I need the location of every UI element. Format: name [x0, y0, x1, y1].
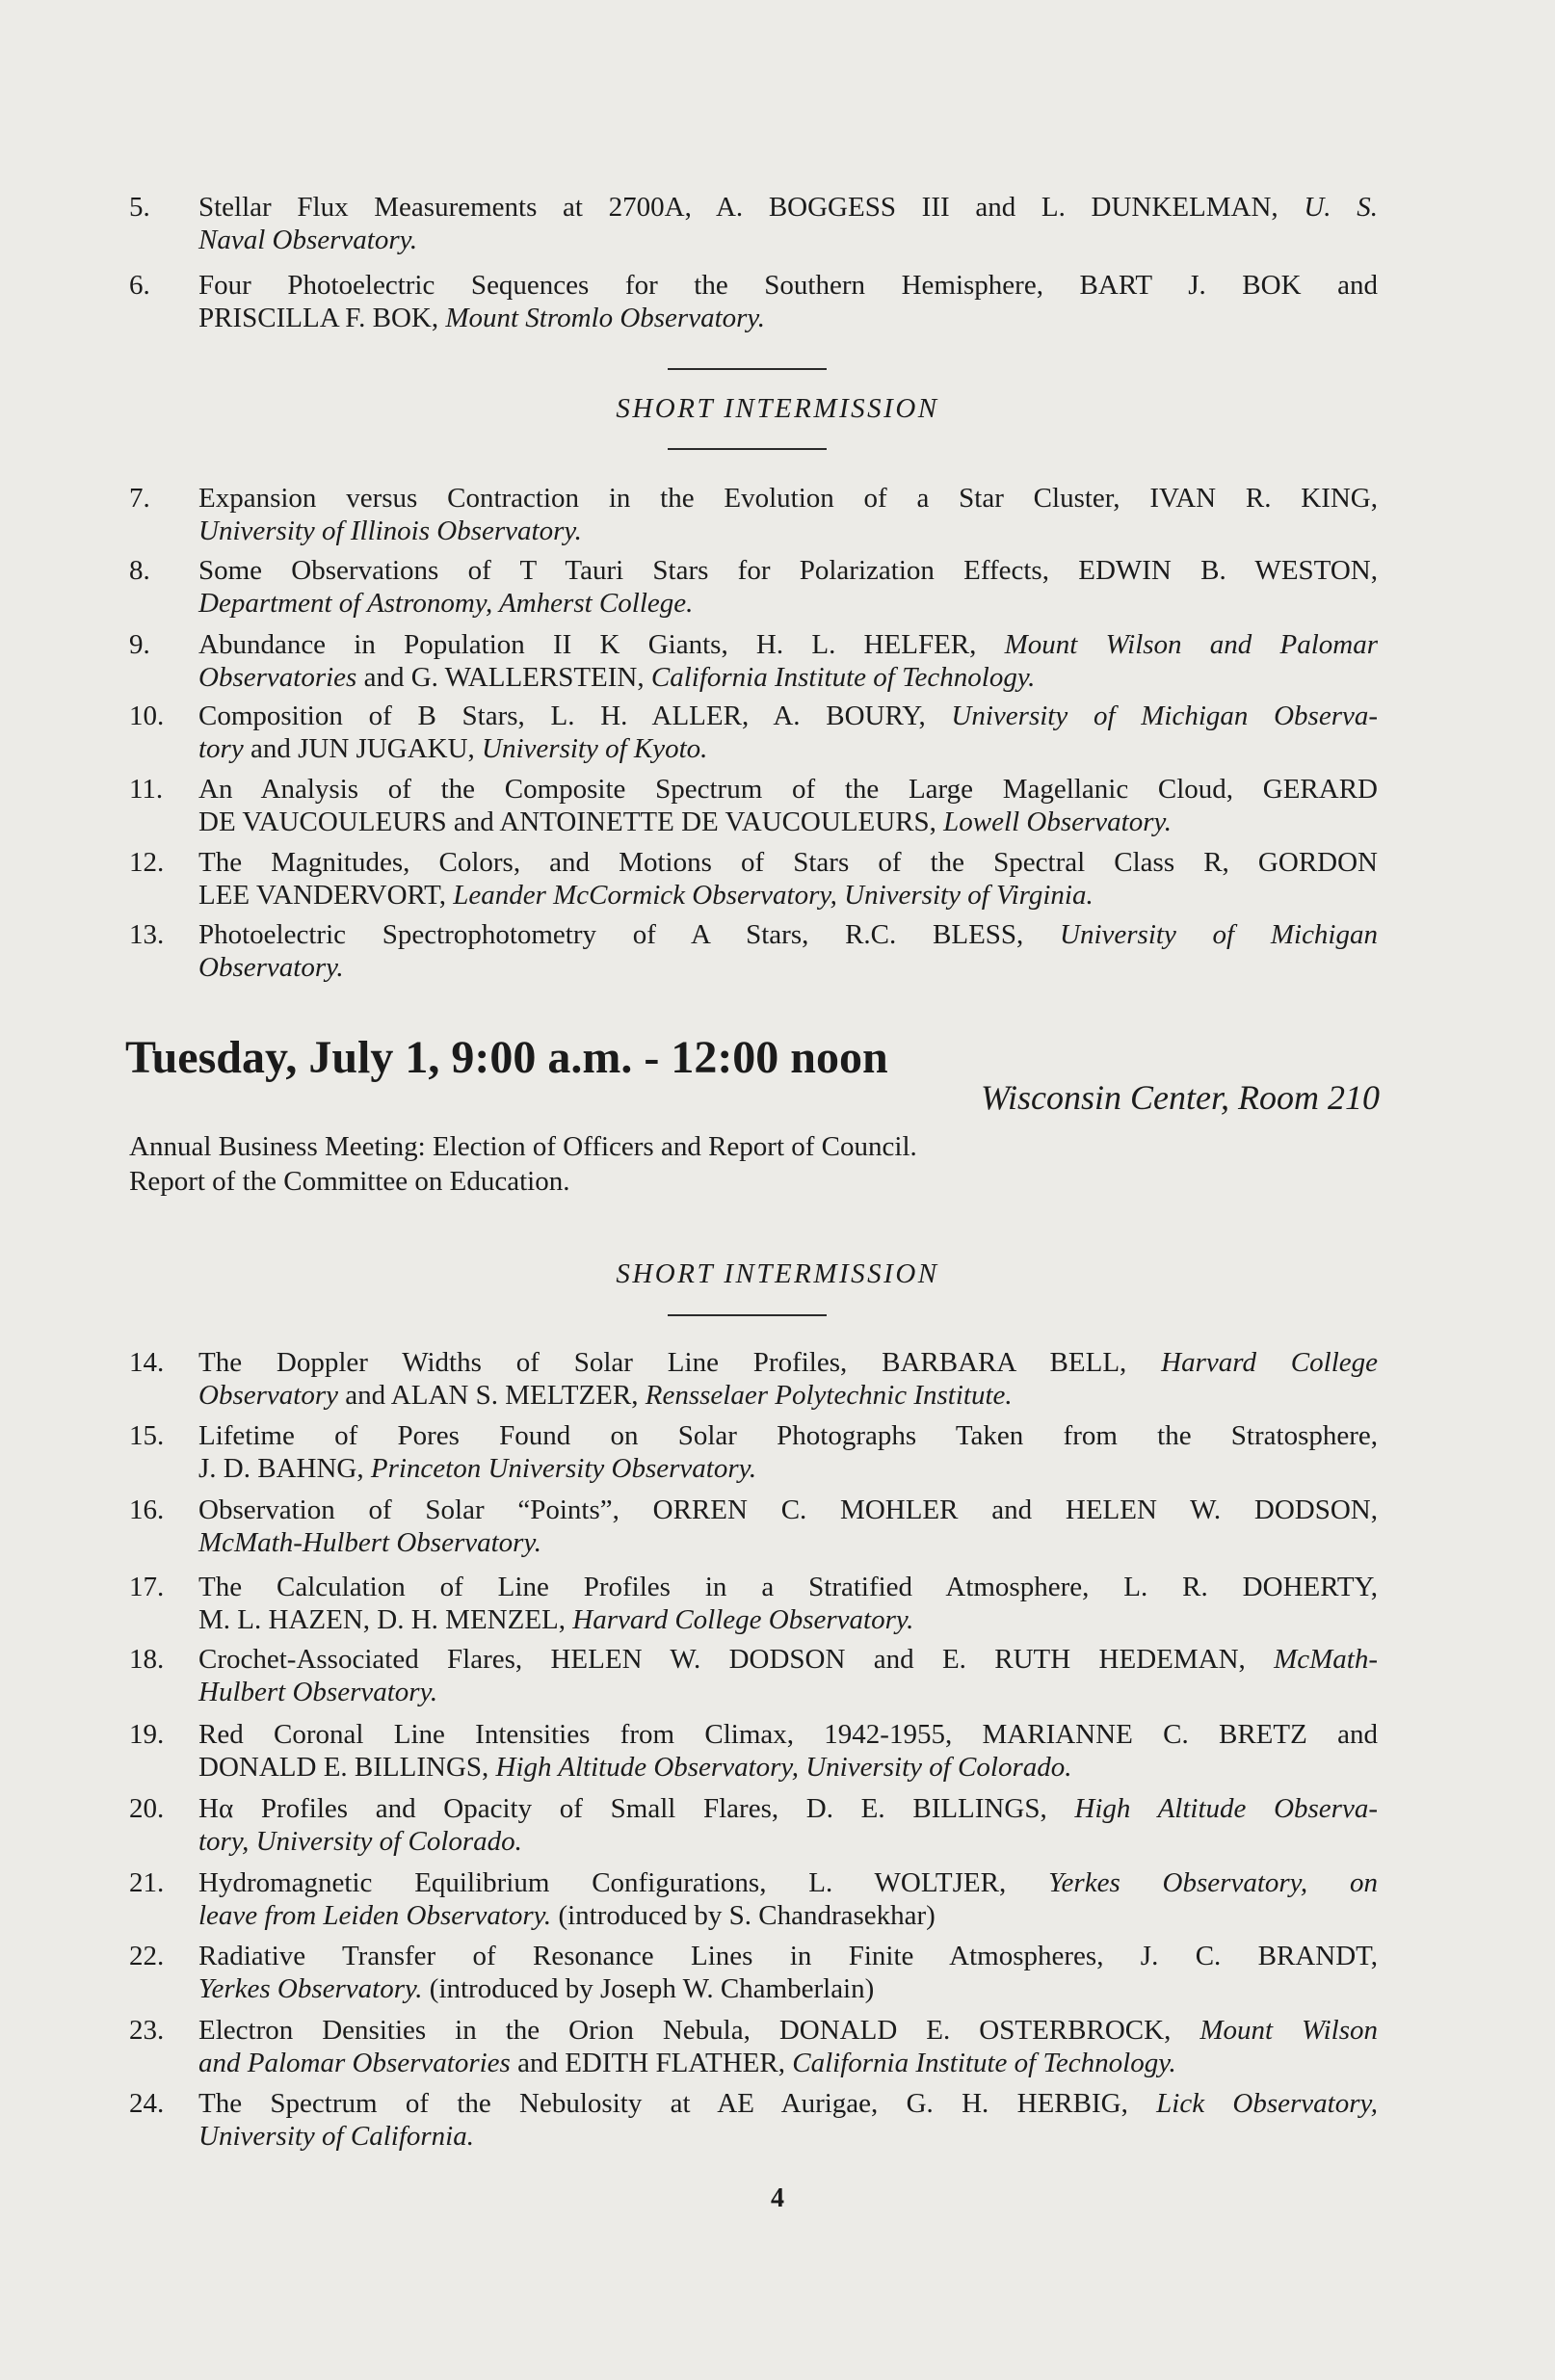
entry-number: 23. [129, 2015, 165, 2046]
program-entry-9 [129, 628, 1378, 694]
entry-number: 6. [129, 270, 150, 301]
program-entry-10 [129, 700, 1378, 765]
entry-line: LEE VANDERVORT, Leander McCormick Observatory, University of Virginia. [198, 880, 1094, 911]
entry-number: 20. [129, 1793, 165, 1824]
entry-affiliation: Department of Astronomy, Amherst College. [198, 588, 694, 619]
entry-number: 17. [129, 1572, 165, 1602]
program-entry-17 [129, 1571, 1378, 1636]
program-entry-5 [129, 191, 1378, 256]
entry-line: PRISCILLA F. BOK, Mount Stromlo Observatory. [198, 303, 765, 333]
program-entry-23 [129, 2014, 1378, 2079]
entry-line: Red Coronal Line Intensities from Climax, 1942-1955, MARIANNE C. BRETZ and [198, 1719, 1379, 1750]
entry-line: The Doppler Widths of Solar Line Profiles, BARBARA BELL, Harvard College [198, 1347, 1378, 1378]
program-entry-19 [129, 1718, 1378, 1784]
entry-number: 7. [129, 483, 150, 514]
entry-affiliation: Observatory. [198, 952, 344, 983]
entry-affiliation: University of California. [198, 2121, 474, 2152]
program-entry-13 [129, 918, 1378, 984]
entry-number: 22. [129, 1941, 165, 1971]
entry-number: 8. [129, 555, 150, 586]
entry-line: The Calculation of Line Profiles in a Stratified Atmosphere, L. R. DOHERTY, [198, 1572, 1378, 1602]
entry-affiliation: McMath-Hulbert Observatory. [198, 1527, 541, 1558]
entry-line: M. L. HAZEN, D. H. MENZEL, Harvard College Observatory. [198, 1604, 914, 1635]
program-entry-8 [129, 554, 1378, 620]
divider-rule [668, 368, 827, 370]
entry-number: 21. [129, 1867, 165, 1898]
entry-number: 19. [129, 1719, 165, 1750]
entry-line: Expansion versus Contraction in the Evolution of a Star Cluster, IVAN R. KING, [198, 483, 1378, 514]
entry-line: Observatories and G. WALLERSTEIN, California Institute of Technology. [198, 662, 1036, 693]
divider-rule [668, 1314, 827, 1316]
program-entry-6 [129, 269, 1378, 334]
divider-rule [668, 448, 827, 450]
entry-number: 18. [129, 1644, 165, 1675]
entry-line: Hydromagnetic Equilibrium Configurations, L. WOLTJER, Yerkes Observatory, on [198, 1867, 1379, 1898]
entry-line: Electron Densities in the Orion Nebula, DONALD E. OSTERBROCK, Mount Wilson [198, 2015, 1379, 2046]
entry-affiliation: University of Illinois Observatory. [198, 516, 582, 546]
entry-line: The Magnitudes, Colors, and Motions of Stars of the Spectral Class R, GORDON [198, 847, 1378, 878]
education-report-line: Report of the Committee on Education. [129, 1166, 570, 1197]
program-entry-21 [129, 1866, 1378, 1932]
program-entry-22 [129, 1940, 1378, 2005]
entry-line: Crochet-Associated Flares, HELEN W. DODSON and E. RUTH HEDEMAN, McMath- [198, 1644, 1379, 1675]
program-entry-11 [129, 773, 1378, 838]
entry-number: 10. [129, 701, 165, 731]
entry-line: and Palomar Observatories and EDITH FLATHER, California Institute of Technology. [198, 2048, 1176, 2078]
entry-line: Some Observations of T Tauri Stars for Polarization Effects, EDWIN B. WESTON, [198, 555, 1378, 586]
entry-line: Photoelectric Spectrophotometry of A Stars, R.C. BLESS, University of Michigan [198, 919, 1378, 950]
program-entry-24 [129, 2087, 1378, 2153]
entry-number: 14. [129, 1347, 165, 1378]
entry-line: Observatory and ALAN S. MELTZER, Rensselaer Polytechnic Institute. [198, 1380, 1013, 1411]
program-entry-20 [129, 1792, 1378, 1858]
entry-line: DE VAUCOULEURS and ANTOINETTE DE VAUCOULEURS, Lowell Observatory. [198, 807, 1173, 837]
entry-number: 13. [129, 919, 165, 950]
entry-affiliation: tory, University of Colorado. [198, 1826, 522, 1857]
entry-line: DONALD E. BILLINGS, High Altitude Observatory, University of Colorado. [198, 1752, 1072, 1783]
session-heading: Tuesday, July 1, 9:00 a.m. - 12:00 noon [125, 1032, 888, 1083]
entry-line: Radiative Transfer of Resonance Lines in Finite Atmospheres, J. C. BRANDT, [198, 1941, 1378, 1971]
entry-affiliation: Naval Observatory. [198, 225, 418, 255]
short-intermission-2: SHORT INTERMISSION [616, 1258, 939, 1289]
program-entry-14 [129, 1346, 1378, 1412]
entry-number: 12. [129, 847, 165, 878]
entry-number: 11. [129, 774, 164, 805]
entry-line: tory and JUN JUGAKU, University of Kyoto. [198, 733, 708, 764]
entry-number: 9. [129, 629, 150, 660]
program-entry-15 [129, 1419, 1378, 1485]
business-meeting-line: Annual Business Meeting: Election of Officers and Report of Council. [129, 1131, 917, 1162]
entry-line: Observation of Solar “Points”, ORREN C. MOHLER and HELEN W. DODSON, [198, 1494, 1378, 1525]
entry-line: The Spectrum of the Nebulosity at AE Aurigae, G. H. HERBIG, Lick Observatory, [198, 2088, 1379, 2119]
entry-line: J. D. BAHNG, Princeton University Observatory. [198, 1453, 757, 1484]
program-entry-16 [129, 1494, 1378, 1559]
entry-line: Lifetime of Pores Found on Solar Photographs Taken from the Stratosphere, [198, 1420, 1378, 1451]
program-entry-12 [129, 846, 1378, 912]
entry-line: leave from Leiden Observatory. (introduced by S. Chandrasekhar) [198, 1900, 936, 1931]
program-entry-7 [129, 482, 1378, 547]
page-number: 4 [771, 2183, 784, 2213]
entry-line: Yerkes Observatory. (introduced by Joseph W. Chamberlain) [198, 1973, 875, 2004]
session-location: Wisconsin Center, Room 210 [981, 1078, 1380, 1117]
program-entry-18 [129, 1643, 1378, 1708]
short-intermission-1: SHORT INTERMISSION [616, 393, 939, 424]
entry-number: 15. [129, 1420, 165, 1451]
entry-line: Hα Profiles and Opacity of Small Flares, D. E. BILLINGS, High Altitude Observa- [198, 1793, 1378, 1824]
entry-line: Composition of B Stars, L. H. ALLER, A. BOURY, University of Michigan Observa- [198, 701, 1379, 731]
entry-line: Stellar Flux Measurements at 2700A, A. BOGGESS III and L. DUNKELMAN, U. S. [198, 192, 1378, 223]
entry-line: Abundance in Population II K Giants, H. L. HELFER, Mount Wilson and Palomar [198, 629, 1379, 660]
entry-number: 5. [129, 192, 150, 223]
entry-line: An Analysis of the Composite Spectrum of the Large Magellanic Cloud, GERARD [198, 774, 1378, 805]
entry-number: 16. [129, 1494, 165, 1525]
entry-line: Four Photoelectric Sequences for the Southern Hemisphere, BART J. BOK and [198, 270, 1378, 301]
entry-affiliation: Hulbert Observatory. [198, 1677, 438, 1707]
entry-number: 24. [129, 2088, 165, 2119]
